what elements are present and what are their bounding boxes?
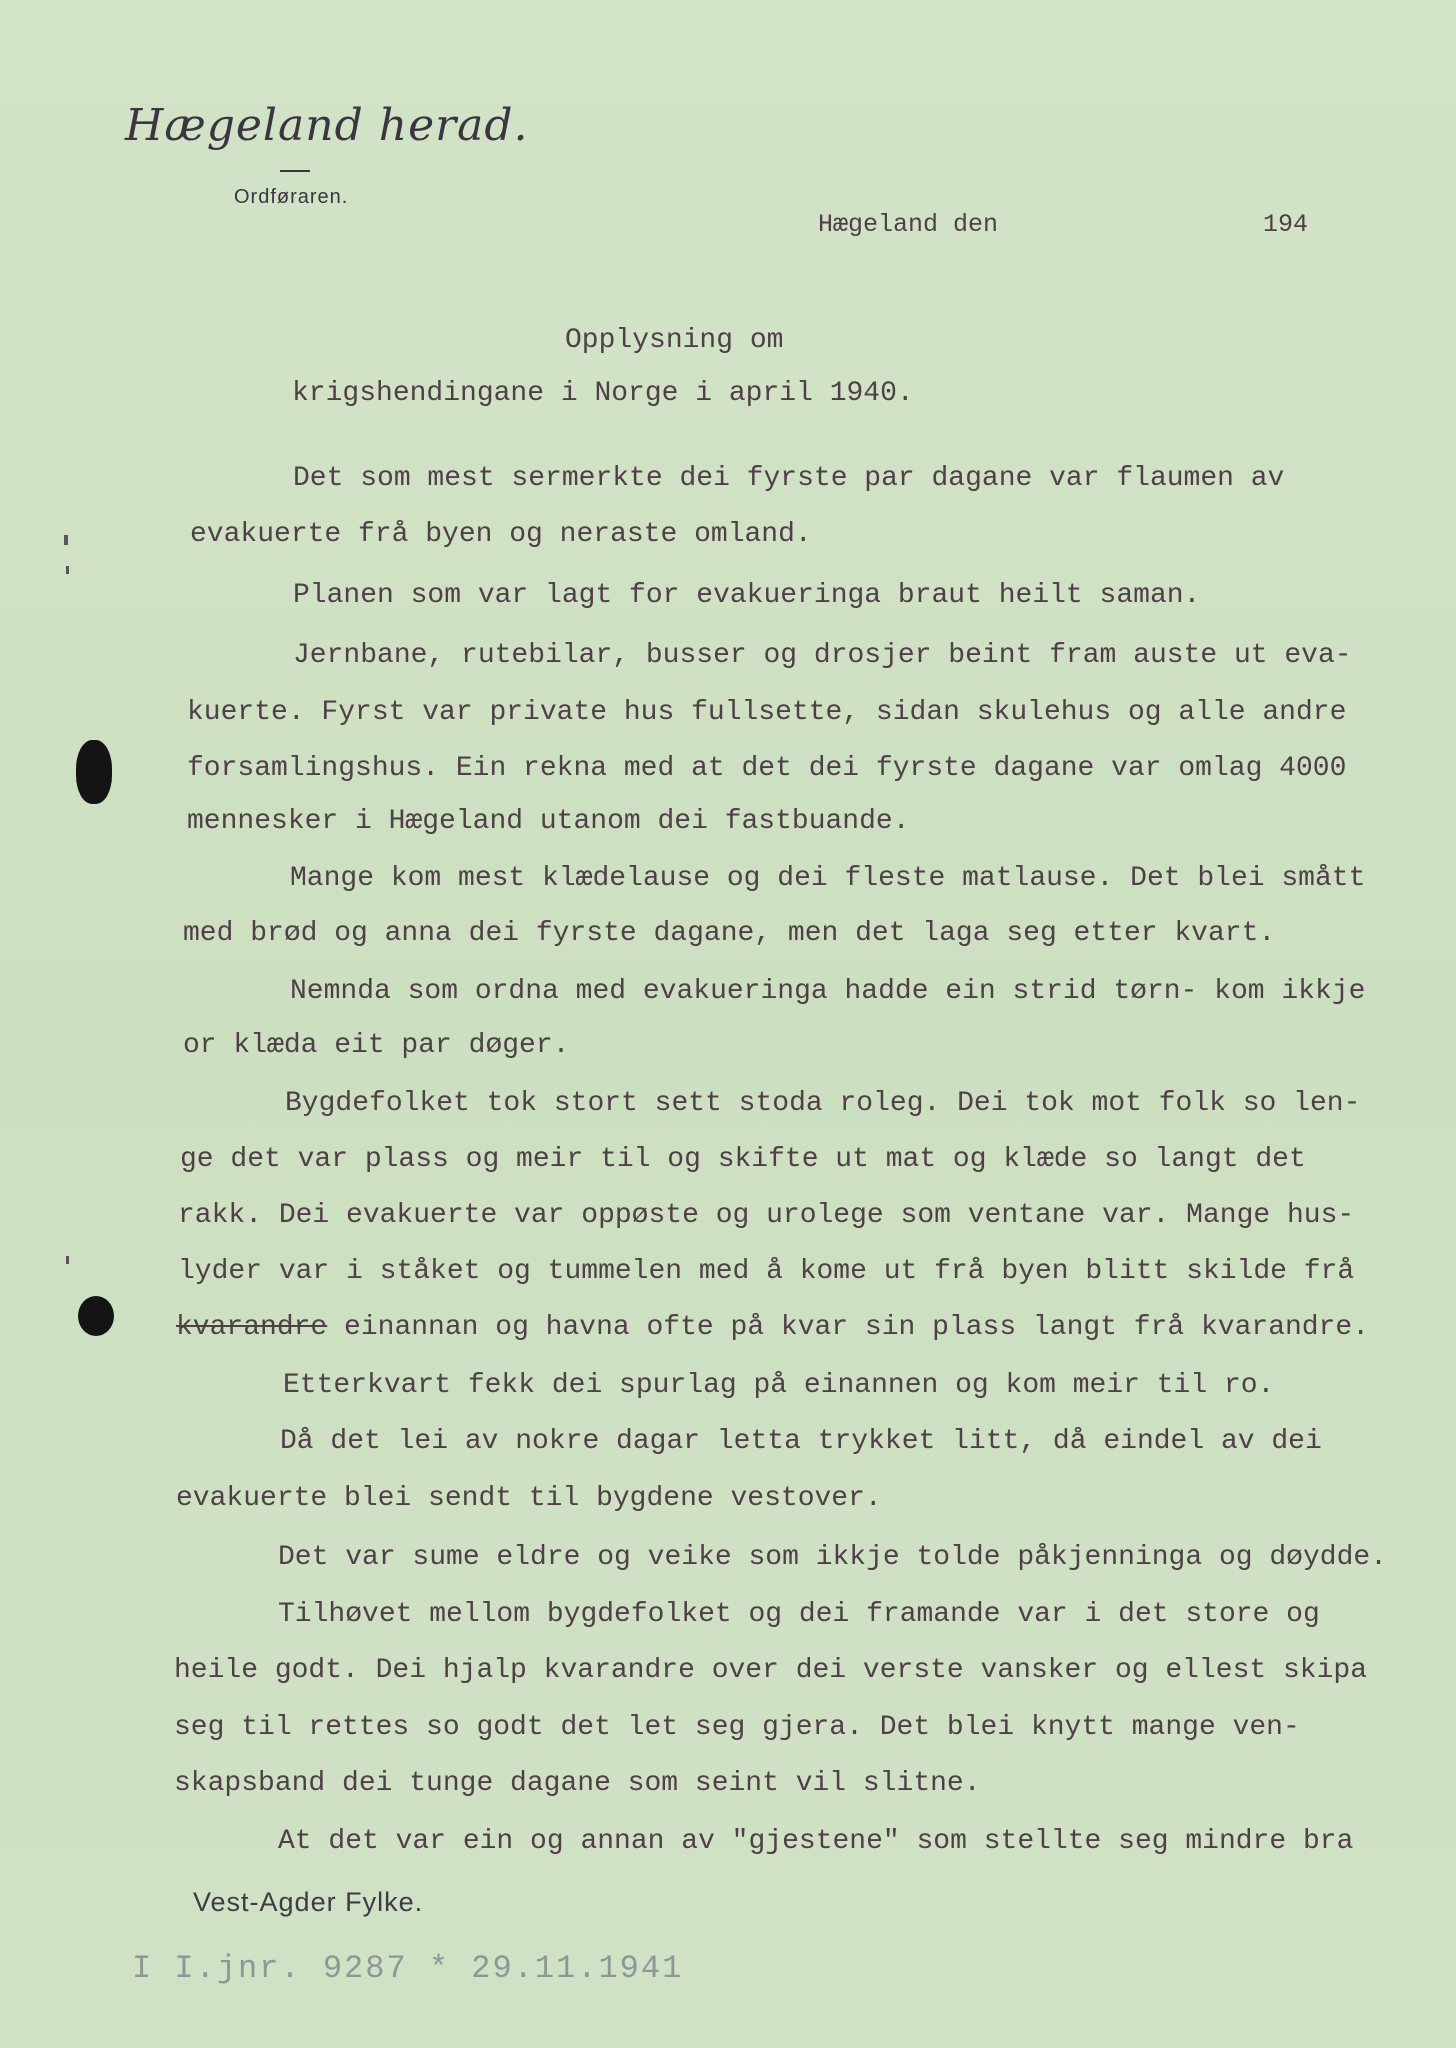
body-line-with-strikeout: [176, 1312, 1369, 1343]
punch-hole: [76, 740, 112, 804]
punch-hole: [78, 1296, 114, 1336]
margin-mark: [64, 535, 68, 545]
body-line: rakk. Dei evakuerte var oppøste og urolege som ventane var. Mange hus-: [178, 1200, 1355, 1231]
body-line: Då det lei av nokre dagar letta trykket litt, då eindel av dei: [280, 1426, 1322, 1457]
body-line: mennesker i Hægeland utanom dei fastbuande.: [187, 806, 910, 837]
struck-word: kvarandre: [176, 1312, 328, 1343]
body-line: Tilhøvet mellom bygdefolket og dei framande var i det store og: [278, 1599, 1320, 1630]
date-year: 194: [1263, 210, 1309, 239]
body-line: einannan og havna ofte på kvar sin plass langt frå kvarandre.: [344, 1312, 1370, 1343]
letterhead-name: Hægeland herad.: [125, 100, 529, 151]
heading-line-2: krigshendingane i Norge i april 1940.: [292, 378, 914, 409]
body-line: heile godt. Dei hjalp kvarandre over dei verste vansker og ellest skipa: [174, 1655, 1367, 1686]
body-line: or klæda eit par døger.: [183, 1030, 570, 1061]
county-name: Vest-Agder Fylke.: [193, 1887, 424, 1917]
body-line: forsamlingshus. Ein rekna med at det dei fyrste dagane var omlag 4000: [187, 753, 1347, 784]
margin-mark: [66, 566, 69, 574]
heading-line-1: Opplysning om: [565, 325, 784, 356]
body-line: Jernbane, rutebilar, busser og drosjer beint fram auste ut eva-: [293, 640, 1352, 671]
letterhead-title: Ordføraren.: [234, 186, 349, 208]
body-line: Bygdefolket tok stort sett stoda roleg. Dei tok mot folk so len-: [285, 1088, 1361, 1119]
body-line: Det som mest sermerkte dei fyrste par dagane var flaumen av: [293, 463, 1285, 494]
body-line: ge det var plass og meir til og skifte ut mat og klæde so langt det: [180, 1144, 1306, 1175]
body-line: Mange kom mest klædelause og dei fleste matlause. Det blei smått: [290, 863, 1366, 894]
body-line: seg til rettes so godt det let seg gjera. Det blei knytt mange ven-: [174, 1712, 1300, 1743]
margin-mark: [66, 1256, 69, 1264]
registry-stamp: I I.jnr. 9287 * 29.11.1941: [132, 1950, 684, 1987]
body-line: lyder var i ståket og tummelen med å kome ut frå byen blitt skilde frå: [178, 1256, 1355, 1287]
body-line: med brød og anna dei fyrste dagane, men det laga seg etter kvart.: [183, 918, 1276, 949]
body-line: Nemnda som ordna med evakueringa hadde ein strid tørn- kom ikkje: [290, 976, 1366, 1007]
body-line: evakuerte frå byen og neraste omland.: [190, 519, 812, 550]
body-line: evakuerte blei sendt til bygdene vestover.: [176, 1483, 882, 1514]
place-date: Hægeland den: [818, 210, 999, 239]
body-line: Planen som var lagt for evakueringa braut heilt saman.: [293, 580, 1201, 611]
body-line: At det var ein og annan av "gjestene" som stellte seg mindre bra: [278, 1826, 1354, 1857]
letterhead-rule: [280, 170, 310, 172]
body-line: kuerte. Fyrst var private hus fullsette, sidan skulehus og alle andre: [187, 697, 1347, 728]
body-line: skapsband dei tunge dagane som seint vil slitne.: [174, 1768, 981, 1799]
body-line: Det var sume eldre og veike som ikkje tolde påkjenninga og døydde.: [278, 1542, 1387, 1573]
body-line: Etterkvart fekk dei spurlag på einannen og kom meir til ro.: [283, 1370, 1275, 1401]
